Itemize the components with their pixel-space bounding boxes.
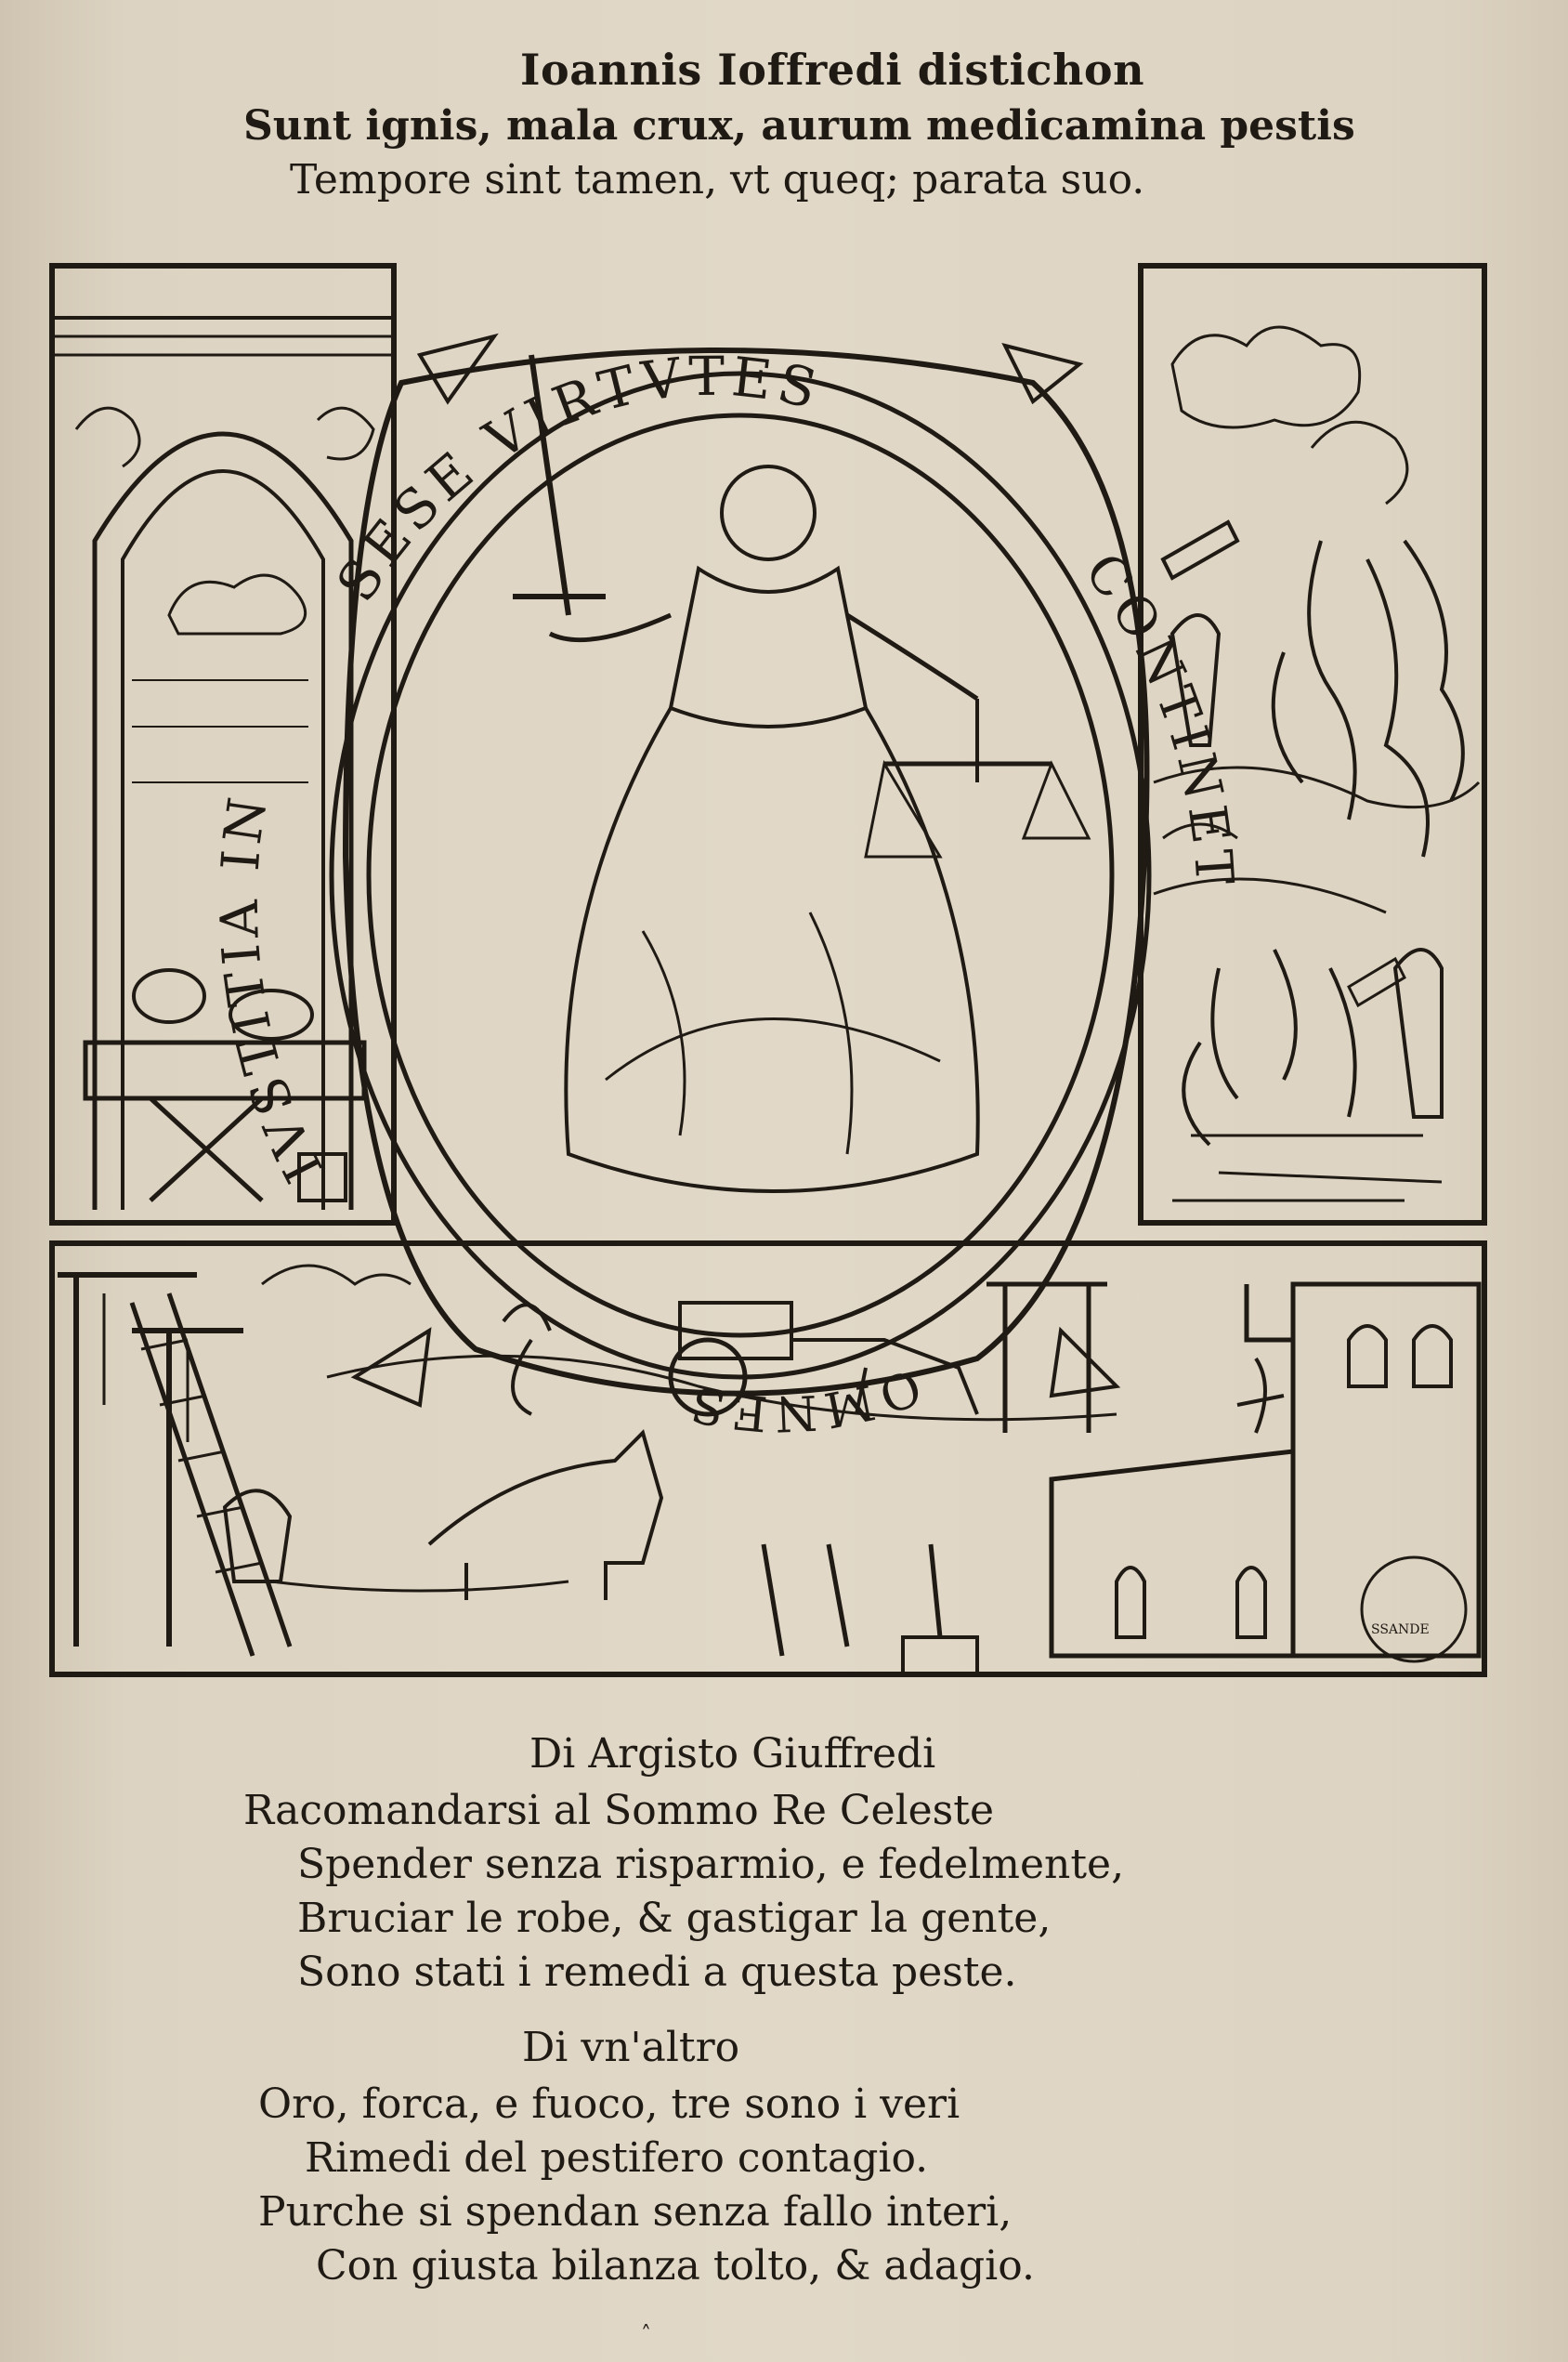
medallion-motto-top: SESE VIRTVTES — [324, 344, 829, 613]
library-stamp: SSANDE — [1371, 1622, 1430, 1637]
distich-title: Ioannis Ioffredi distichon — [520, 45, 1145, 95]
verse-1-author: Di Argisto Giuffredi — [529, 1730, 936, 1778]
verse-line: Con giusta bilanza tolto, & adagio. — [316, 2242, 1035, 2290]
verse-line: Racomandarsi al Sommo Re Celeste — [243, 1787, 994, 1834]
arch-panel — [52, 266, 394, 1223]
woodcut-illustration — [48, 262, 1490, 1678]
distich-line-1: Sunt ignis, mala crux, aurum medicamina pestis — [243, 102, 1355, 150]
medallion-motto-right: CONTINET — [1072, 542, 1245, 893]
punishment-panel — [52, 1243, 1484, 1674]
verse-line: Oro, forca, e fuoco, tre sono i veri — [258, 2080, 960, 2128]
verse-1 — [243, 1784, 1124, 2000]
medallion-motto-bottom: OMNES — [680, 1357, 929, 1442]
verse-line: Bruciar le robe, & gastigar la gente, — [297, 1895, 1052, 1942]
verse-line: Rimedi del pestifero contagio. — [305, 2134, 929, 2182]
verse-line: Sono stati i remedi a questa peste. — [297, 1949, 1017, 1996]
distich-line-2: Tempore sint tamen, vt queq; parata suo. — [290, 156, 1145, 203]
verse-line: Purche si spendan senza fallo interi, — [258, 2188, 1013, 2236]
catchword-mark: ˄ — [641, 2323, 651, 2346]
medallion-motto-left: IVSTITIA IN — [209, 788, 335, 1192]
verse-2-author: Di vn'altro — [522, 2024, 740, 2071]
verse-line: Spender senza risparmio, e fedelmente, — [297, 1841, 1125, 1888]
verse-2 — [258, 2078, 1035, 2293]
